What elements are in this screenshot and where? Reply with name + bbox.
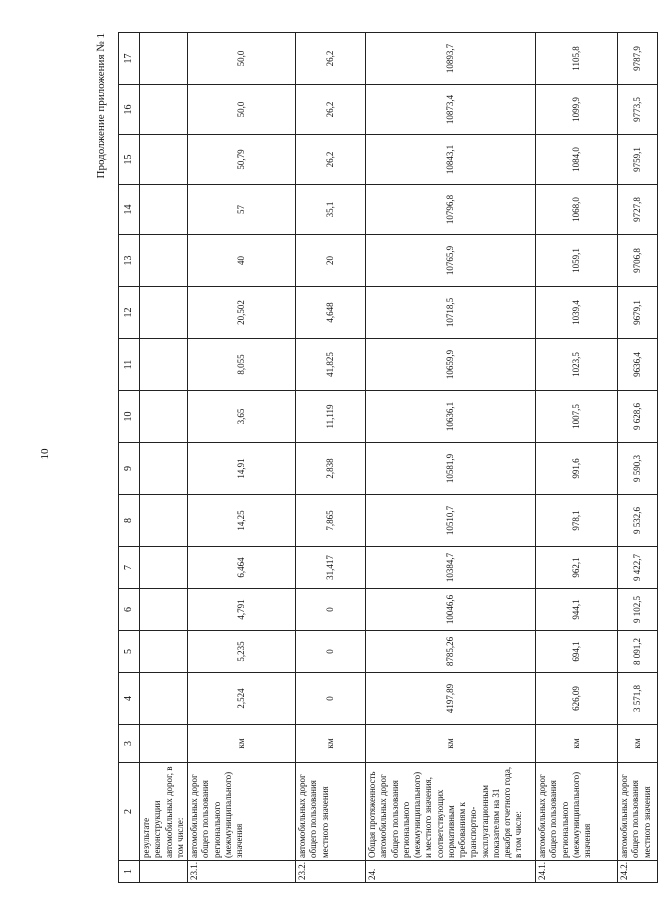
value-cell: 9679,1 [618, 287, 658, 339]
value-cell: 7,865 [296, 495, 366, 547]
value-cell: 10796,8 [366, 185, 536, 235]
header-cell: 11 [119, 339, 140, 391]
value-cell: 944,1 [536, 589, 618, 631]
header-cell: 14 [119, 185, 140, 235]
header-cell: 12 [119, 287, 140, 339]
value-cell: 10893,7 [366, 33, 536, 85]
header-cell: 4 [119, 673, 140, 725]
value-cell: 14,25 [188, 495, 296, 547]
value-cell: 35,1 [296, 185, 366, 235]
table-row [536, 33, 618, 883]
value-cell: 10384,7 [366, 547, 536, 589]
value-cell: 694,1 [536, 631, 618, 673]
value-cell: 4,648 [296, 287, 366, 339]
header-cell: 7 [119, 547, 140, 589]
value-cell: 1084,0 [536, 135, 618, 185]
value-cell [140, 391, 188, 443]
indicator-name-cell: автомобильных дорог общего пользования местного значения [296, 763, 366, 861]
value-cell: 9 628,6 [618, 391, 658, 443]
value-cell [140, 235, 188, 287]
header-cell: 13 [119, 235, 140, 287]
value-cell: 978,1 [536, 495, 618, 547]
value-cell: 1099,9 [536, 85, 618, 135]
value-cell: 9759,1 [618, 135, 658, 185]
value-cell: 10718,5 [366, 287, 536, 339]
value-cell: 50,0 [188, 85, 296, 135]
value-cell: 10765,9 [366, 235, 536, 287]
row-number-cell: 24.2. [618, 861, 658, 883]
value-cell: 9 102,5 [618, 589, 658, 631]
value-cell: 8,055 [188, 339, 296, 391]
value-cell: 2,524 [188, 673, 296, 725]
value-cell: 14,91 [188, 443, 296, 495]
value-cell [140, 547, 188, 589]
value-cell: 11,119 [296, 391, 366, 443]
value-cell: 1039,4 [536, 287, 618, 339]
value-cell: 0 [296, 673, 366, 725]
unit-cell: км [296, 725, 366, 763]
value-cell: 6,464 [188, 547, 296, 589]
value-cell: 26,2 [296, 33, 366, 85]
value-cell [140, 135, 188, 185]
value-cell: 8785,26 [366, 631, 536, 673]
header-cell: 6 [119, 589, 140, 631]
value-cell: 10510,7 [366, 495, 536, 547]
data-table [118, 32, 658, 883]
value-cell [140, 673, 188, 725]
header-cell: 5 [119, 631, 140, 673]
row-number-cell [140, 861, 188, 883]
value-cell: 10873,4 [366, 85, 536, 135]
indicator-name-cell: автомобильных дорог общего пользования регионального (межмуниципального) значения [188, 763, 296, 861]
row-number-cell: 23.1. [188, 861, 296, 883]
header-cell: 15 [119, 135, 140, 185]
unit-cell: км [618, 725, 658, 763]
value-cell: 26,2 [296, 85, 366, 135]
value-cell: 9787,9 [618, 33, 658, 85]
value-cell: 3 571,8 [618, 673, 658, 725]
continuation-caption: Продолжение приложения № 1 [95, 33, 107, 179]
table-row [140, 33, 188, 883]
value-cell: 10659,9 [366, 339, 536, 391]
value-cell: 9636,4 [618, 339, 658, 391]
value-cell: 10636,1 [366, 391, 536, 443]
value-cell: 991,6 [536, 443, 618, 495]
value-cell: 962,1 [536, 547, 618, 589]
value-cell [140, 443, 188, 495]
value-cell: 9773,5 [618, 85, 658, 135]
value-cell: 1068,0 [536, 185, 618, 235]
value-cell: 9 590,3 [618, 443, 658, 495]
value-cell: 10843,1 [366, 135, 536, 185]
header-cell: 9 [119, 443, 140, 495]
header-cell: 1 [119, 861, 140, 883]
value-cell: 31,417 [296, 547, 366, 589]
rotated-page [92, 33, 652, 883]
table-row [366, 33, 536, 883]
header-row [119, 33, 140, 883]
value-cell: 1059,1 [536, 235, 618, 287]
value-cell [140, 33, 188, 85]
header-cell: 17 [119, 33, 140, 85]
value-cell: 4,791 [188, 589, 296, 631]
value-cell: 57 [188, 185, 296, 235]
value-cell [140, 85, 188, 135]
header-cell: 8 [119, 495, 140, 547]
table-row [296, 33, 366, 883]
value-cell: 50,0 [188, 33, 296, 85]
indicator-name-cell: Общая протяженность автомобильных дорог общего пользования регионального (межмуниципального) и местного значения, соответствующих нормативным требованиям к транспортно-эксплуатационным показателям на 31 декабря отчетного года, в том числе: [366, 763, 536, 861]
value-cell: 8 091,2 [618, 631, 658, 673]
value-cell: 3,65 [188, 391, 296, 443]
value-cell [140, 185, 188, 235]
value-cell: 9 532,6 [618, 495, 658, 547]
value-cell: 0 [296, 631, 366, 673]
value-cell: 10046,6 [366, 589, 536, 631]
indicator-name-cell: автомобильных дорог общего пользования регионального (межмуниципального) значения [536, 763, 618, 861]
header-cell: 10 [119, 391, 140, 443]
row-number-cell: 24.1. [536, 861, 618, 883]
value-cell: 4197,89 [366, 673, 536, 725]
unit-cell: км [188, 725, 296, 763]
row-number-cell: 23.2. [296, 861, 366, 883]
header-cell: 2 [119, 763, 140, 861]
unit-cell [140, 725, 188, 763]
value-cell: 41,825 [296, 339, 366, 391]
value-cell: 626,09 [536, 673, 618, 725]
value-cell: 50,79 [188, 135, 296, 185]
value-cell: 1105,8 [536, 33, 618, 85]
value-cell: 1007,5 [536, 391, 618, 443]
row-number-cell: 24. [366, 861, 536, 883]
indicator-name-cell: результате реконструкции автомобильных дорог, в том числе: [140, 763, 188, 861]
table-row [618, 33, 658, 883]
table-row [188, 33, 296, 883]
value-cell: 10581,9 [366, 443, 536, 495]
value-cell [140, 495, 188, 547]
value-cell: 9 422,7 [618, 547, 658, 589]
value-cell: 2,838 [296, 443, 366, 495]
value-cell: 9727,8 [618, 185, 658, 235]
value-cell: 9706,8 [618, 235, 658, 287]
value-cell [140, 631, 188, 673]
page-number: 10 [39, 448, 51, 460]
value-cell: 40 [188, 235, 296, 287]
value-cell: 26,2 [296, 135, 366, 185]
unit-cell: км [366, 725, 536, 763]
header-cell: 3 [119, 725, 140, 763]
value-cell: 0 [296, 589, 366, 631]
header-cell: 16 [119, 85, 140, 135]
value-cell: 20 [296, 235, 366, 287]
value-cell [140, 589, 188, 631]
indicator-name-cell: автомобильных дорог общего пользования местного значения [618, 763, 658, 861]
value-cell [140, 287, 188, 339]
value-cell: 20,502 [188, 287, 296, 339]
value-cell: 1023,5 [536, 339, 618, 391]
unit-cell: км [536, 725, 618, 763]
value-cell [140, 339, 188, 391]
value-cell: 5,235 [188, 631, 296, 673]
